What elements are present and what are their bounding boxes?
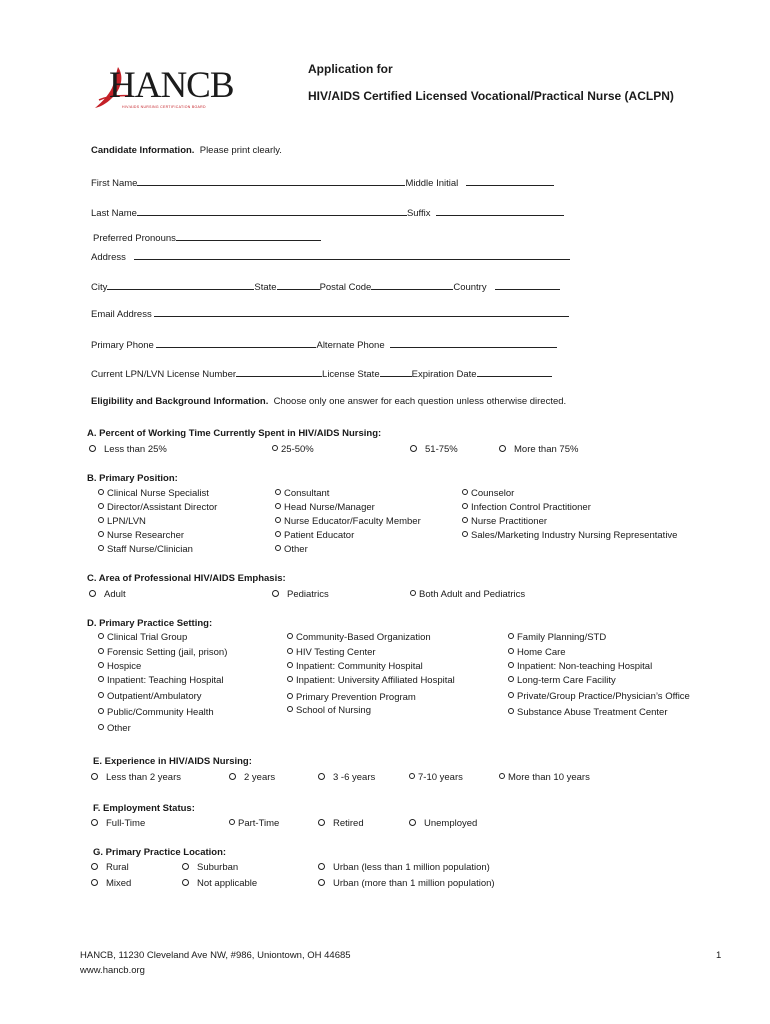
eligibility-heading: Eligibility and Background Information. Choose only one answer for each question unless otherwise directed. bbox=[91, 396, 567, 407]
radio-option[interactable]: Other bbox=[275, 544, 308, 555]
question-b-title: B. Primary Position: bbox=[87, 473, 178, 484]
question-e-title: E. Experience in HIV/AIDS Nursing: bbox=[93, 756, 252, 767]
radio-option[interactable]: Clinical Nurse Specialist bbox=[98, 488, 209, 499]
question-f-title: F. Employment Status: bbox=[93, 803, 195, 814]
radio-option[interactable]: 7-10 years bbox=[409, 772, 463, 783]
radio-option[interactable]: Substance Abuse Treatment Center bbox=[508, 707, 668, 718]
radio-option[interactable]: Outpatient/Ambulatory bbox=[98, 691, 202, 702]
radio-option[interactable]: Urban (less than 1 million population) bbox=[318, 862, 490, 873]
radio-option[interactable]: Home Care bbox=[508, 647, 566, 658]
pronouns-field[interactable]: Preferred Pronouns bbox=[93, 230, 321, 244]
radio-option[interactable]: Part-Time bbox=[229, 818, 279, 829]
phone-field[interactable]: Primary Phone Alternate Phone bbox=[91, 337, 557, 351]
radio-option[interactable]: 51-75% bbox=[410, 444, 458, 455]
radio-option[interactable]: Public/Community Health bbox=[98, 707, 214, 718]
radio-option[interactable]: Counselor bbox=[462, 488, 514, 499]
radio-option[interactable]: Less than 25% bbox=[89, 444, 167, 455]
radio-option[interactable]: HIV Testing Center bbox=[287, 647, 376, 658]
radio-option[interactable]: Long-term Care Facility bbox=[508, 675, 616, 686]
question-c-title: C. Area of Professional HIV/AIDS Emphasis: bbox=[87, 573, 286, 584]
question-a-title: A. Percent of Working Time Currently Spent in HIV/AIDS Nursing: bbox=[87, 428, 382, 439]
radio-option[interactable]: Clinical Trial Group bbox=[98, 632, 187, 643]
radio-option[interactable]: Mixed bbox=[91, 878, 131, 889]
radio-option[interactable]: Inpatient: Non-teaching Hospital bbox=[508, 661, 652, 672]
radio-option[interactable]: Unemployed bbox=[409, 818, 477, 829]
hancb-logo bbox=[94, 62, 264, 112]
question-g-title: G. Primary Practice Location: bbox=[93, 847, 227, 858]
radio-option[interactable]: Hospice bbox=[98, 661, 141, 672]
radio-option[interactable]: More than 10 years bbox=[499, 772, 590, 783]
radio-option[interactable]: Infection Control Practitioner bbox=[462, 502, 591, 513]
city-state-field[interactable]: City State Postal Code Country bbox=[91, 279, 560, 293]
logo-wordmark: HANCB bbox=[109, 65, 234, 106]
radio-option[interactable]: Other bbox=[98, 723, 131, 734]
radio-option[interactable]: Family Planning/STD bbox=[508, 632, 606, 643]
radio-option[interactable]: Consultant bbox=[275, 488, 329, 499]
page-number: 1 bbox=[716, 950, 722, 961]
first-name-field[interactable]: First Name Middle Initial bbox=[91, 175, 554, 189]
radio-option[interactable]: 2 years bbox=[229, 772, 275, 783]
radio-option[interactable]: Retired bbox=[318, 818, 364, 829]
email-field[interactable]: Email Address bbox=[91, 306, 569, 320]
radio-option[interactable]: Patient Educator bbox=[275, 530, 354, 541]
radio-option[interactable]: Nurse Researcher bbox=[98, 530, 184, 541]
question-d-title: D. Primary Practice Setting: bbox=[87, 618, 213, 629]
radio-option[interactable]: Inpatient: Community Hospital bbox=[287, 661, 423, 672]
radio-option[interactable]: Adult bbox=[89, 589, 126, 600]
radio-option[interactable]: Head Nurse/Manager bbox=[275, 502, 375, 513]
radio-option[interactable]: Urban (more than 1 million population) bbox=[318, 878, 495, 889]
footer-address: HANCB, 11230 Cleveland Ave NW, #986, Uniontown, OH 44685 bbox=[80, 950, 351, 961]
candidate-heading: Candidate Information. Please print clearly. bbox=[91, 145, 282, 156]
radio-option[interactable]: Private/Group Practice/Physician’s Office bbox=[508, 691, 690, 702]
radio-option[interactable]: More than 75% bbox=[499, 444, 578, 455]
footer-website[interactable]: www.hancb.org bbox=[80, 965, 145, 976]
logo-tagline: HIV/AIDS NURSING CERTIFICATION BOARD bbox=[122, 105, 206, 109]
title-line-2: HIV/AIDS Certified Licensed Vocational/Practical Nurse (ACLPN) bbox=[308, 89, 674, 103]
radio-option[interactable]: Primary Prevention Program bbox=[287, 692, 416, 703]
radio-option[interactable]: Both Adult and Pediatrics bbox=[410, 589, 525, 600]
last-name-field[interactable]: Last Name Suffix bbox=[91, 205, 564, 219]
radio-option[interactable]: Less than 2 years bbox=[91, 772, 181, 783]
radio-option[interactable]: LPN/LVN bbox=[98, 516, 146, 527]
radio-option[interactable]: School of Nursing bbox=[287, 705, 371, 716]
radio-option[interactable]: Staff Nurse/Clinician bbox=[98, 544, 193, 555]
radio-option[interactable]: Nurse Educator/Faculty Member bbox=[275, 516, 421, 527]
license-field[interactable]: Current LPN/LVN License Number License State Expiration Date bbox=[91, 366, 552, 380]
radio-option[interactable]: 3 -6 years bbox=[318, 772, 375, 783]
address-field[interactable]: Address bbox=[91, 249, 570, 263]
radio-option[interactable]: Community-Based Organization bbox=[287, 632, 431, 643]
radio-option[interactable]: Full-Time bbox=[91, 818, 145, 829]
radio-option[interactable]: Forensic Setting (jail, prison) bbox=[98, 647, 227, 658]
radio-option[interactable]: Not applicable bbox=[182, 878, 257, 889]
radio-option[interactable]: 25-50% bbox=[272, 444, 314, 455]
radio-option[interactable]: Pediatrics bbox=[272, 589, 329, 600]
radio-option[interactable]: Sales/Marketing Industry Nursing Representative bbox=[462, 530, 677, 541]
radio-option[interactable]: Director/Assistant Director bbox=[98, 502, 217, 513]
radio-option[interactable]: Inpatient: University Affiliated Hospital bbox=[287, 675, 455, 686]
radio-option[interactable]: Nurse Practitioner bbox=[462, 516, 547, 527]
radio-option[interactable]: Suburban bbox=[182, 862, 238, 873]
title-line-1: Application for bbox=[308, 62, 393, 76]
radio-option[interactable]: Inpatient: Teaching Hospital bbox=[98, 675, 224, 686]
radio-option[interactable]: Rural bbox=[91, 862, 129, 873]
